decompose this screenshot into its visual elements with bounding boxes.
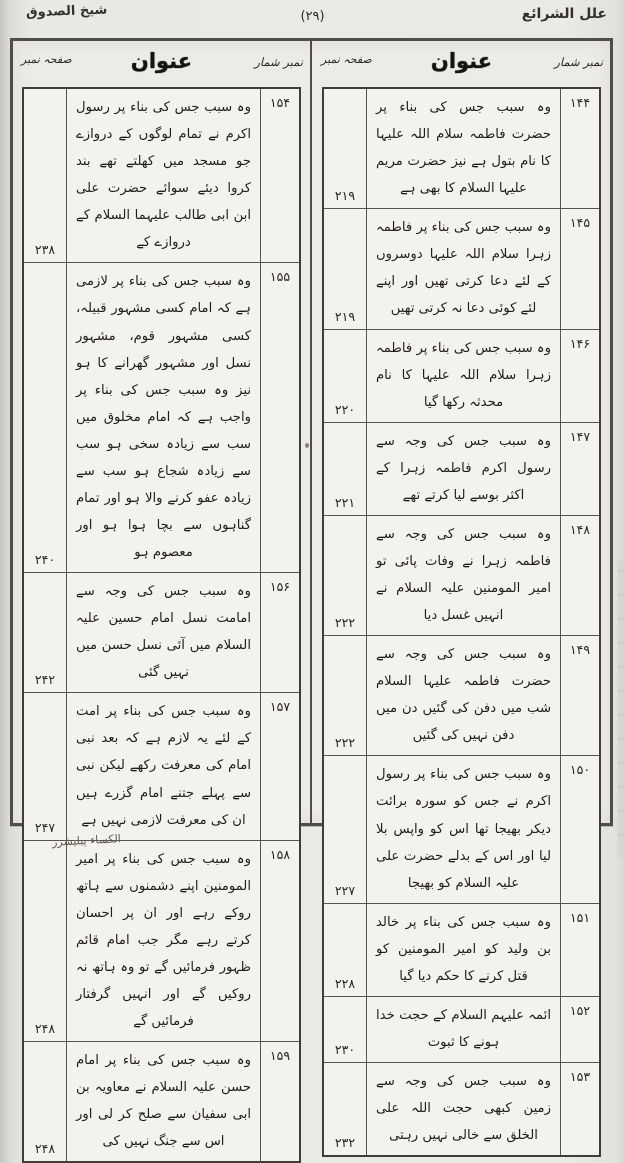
page-number-cell: ۲۱۹	[324, 209, 367, 328]
page-number-cell: ۲۱۹	[324, 89, 367, 208]
page-header-label: صفحہ نمبر	[321, 53, 372, 66]
entry-title-cell: وہ سبب جس کی وجہ سے رسول اکرم فاطمہ زہرا کے اکثر بوسے لیا کرتے تھے	[376, 433, 551, 503]
title-header-label: عنوان	[430, 49, 493, 73]
author-name: شیخ الصدوق	[25, 2, 108, 21]
entry-title-cell: وہ سبب جس کی وجہ سے فاطمہ زہرا نے وفات پائی تو امیر المومنین علیہ السلام نے انہیں غسل دیا	[376, 526, 551, 624]
table-row	[24, 693, 299, 840]
table-row	[324, 904, 599, 997]
table-row	[324, 330, 599, 423]
page-top-header	[0, 0, 625, 36]
serial-number-cell: ۱۴۸	[560, 516, 599, 635]
page-number-cell: ۲۲۸	[324, 904, 367, 996]
table-row	[324, 89, 599, 209]
page-header-label: صفحہ نمبر	[21, 53, 72, 66]
page-number-cell: ۲۲۰	[324, 330, 367, 422]
entry-title-cell: وہ سبب جس کی بناء پر فاطمہ زہرا سلام اللہ علیہا دوسروں کے لئے دعا کرتی تھیں اور اپنے لئے کوئی دعا نہ کرتی تھیں	[376, 220, 551, 317]
entry-title-cell: ائمہ علیہم السلام کے حجت خدا ہونے کا ثبوت	[376, 1007, 551, 1050]
publisher-footer: الکساء پبلیشرز	[51, 832, 122, 849]
serial-number-cell: ۱۵۲	[560, 997, 599, 1062]
right-column-header	[313, 41, 610, 87]
table-row	[324, 209, 599, 329]
table-row	[324, 423, 599, 516]
serial-number-cell: ۱۵۳	[560, 1063, 599, 1155]
entry-title-cell: وہ سبب جس کی بناء پر خالد بن ولید کو امیر المومنین کو قتل کرنے کا حکم دیا گیا	[376, 914, 551, 984]
table-row	[24, 1042, 299, 1161]
column-divider-line	[310, 41, 312, 823]
table-row	[24, 263, 299, 573]
title-header-label: عنوان	[130, 49, 193, 73]
entry-title-cell: وہ سبب جس کی بناء پر رسول اکرم نے جس کو سورہ برائت دیکر بھیجا تھا اس کو واپس بلا لیا اور اس کے بدلے حضرت علی علیہ السلام کو بھیجا	[376, 767, 551, 891]
table-row	[324, 997, 599, 1063]
page-number: (۲۹)	[300, 9, 325, 24]
entry-title-cell: وہ سبب جس کی بناء پر رسول اکرم نے تمام لوگوں کے دروازے جو مسجد میں کھلتے تھے بند کروا دیئے سوائے حضرت علی ابن ابی طالب علیہما السلام کے دروازے کے	[76, 100, 251, 251]
entry-title-cell: وہ سبب جس کی بناء پر امام حسن علیہ السلام نے معاویہ بن ابی سفیان سے صلح کر لی اور اس سے جنگ نہیں کی	[76, 1053, 251, 1150]
table-row	[324, 516, 599, 636]
scan-artifact-dot	[305, 443, 309, 448]
page-number-cell: ۲۲۲	[324, 636, 367, 755]
page-number-cell: ۲۴۲	[24, 573, 67, 692]
serial-number-cell: ۱۵۱	[560, 904, 599, 996]
serial-header-label: نمبر شمار	[554, 55, 603, 69]
serial-number-cell: ۱۴۹	[560, 636, 599, 755]
page-number-cell: ۲۴۸	[24, 841, 67, 1041]
table-row	[24, 841, 299, 1042]
page-number-cell: ۲۳۸	[24, 89, 67, 262]
serial-number-cell: ۱۵۵	[260, 263, 299, 572]
page-number-cell: ۲۴۸	[24, 1042, 67, 1161]
entry-title-cell: وہ سبب جس کی بناء پر لازمی ہے کہ امام کسی مشہور قبیلہ، کسی مشہور قوم، مشہور نسل اور مشہور گھرانے کا ہو نیز وہ سبب جس کی بناء پر واجب ہے کہ امام مخلوق میں سب سے زیادہ سخی ہو سب سے زیادہ شجاع ہو سب سے زیادہ عفو کرنے والا ہو اور تمام گناہوں سے بچا ہوا ہو اور معصوم ہو	[76, 274, 251, 560]
page-number-cell: ۲۲۲	[324, 516, 367, 635]
serial-number-cell: ۱۵۹	[260, 1042, 299, 1161]
entry-title-cell: وہ سبب جس کی بناء پر امیر المومنین اپنے دشمنوں سے ہاتھ روکے رہے اور ان پر احسان کرتے رہے مگر جب امام قائم ظہور فرمائیں گے تو وہ ہاتھ نہ روکیں گے اور انہیں گرفتار فرمائیں گے	[76, 851, 251, 1029]
contents-column-right	[313, 41, 610, 1151]
entry-title-cell: وہ سبب جس کی بناء پر حضرت فاطمہ سلام اللہ علیہا کا نام بتول ہے نیز حضرت مریم علیہا السلام کا بھی ہے	[376, 100, 551, 197]
book-title: علل الشرائع	[521, 6, 607, 22]
serial-number-cell: ۱۴۵	[560, 209, 599, 328]
page-number-cell: ۲۲۱	[324, 423, 367, 515]
table-row	[324, 756, 599, 903]
serial-header-label: نمبر شمار	[254, 55, 303, 69]
table-row	[24, 89, 299, 263]
page-number-cell: ۲۲۷	[324, 756, 367, 902]
page-number-cell: ۲۳۲	[324, 1063, 367, 1155]
serial-number-cell: ۱۴۴	[560, 89, 599, 208]
serial-number-cell: ۱۵۸	[260, 841, 299, 1041]
serial-number-cell: ۱۴۶	[560, 330, 599, 422]
table-row	[324, 636, 599, 756]
table-row	[324, 1063, 599, 1155]
left-column-header	[13, 41, 310, 87]
serial-number-cell: ۱۴۷	[560, 423, 599, 515]
table-row	[24, 573, 299, 693]
entry-title-cell: وہ سبب جس کی وجہ سے زمین کبھی حجت اللہ علی الخلق سے خالی نہیں رہتی	[376, 1074, 551, 1144]
scan-edge-ruled-lines	[618, 560, 625, 858]
page-number-cell: ۲۴۷	[24, 693, 67, 839]
entry-title-cell: وہ سبب جس کی وجہ سے حضرت فاطمہ علیہا السلام شب میں دفن کی گئیں دن میں دفن نہیں کی گئیں	[376, 647, 551, 744]
serial-number-cell: ۱۵۰	[560, 756, 599, 902]
left-contents-table	[22, 87, 301, 1163]
serial-number-cell: ۱۵۷	[260, 693, 299, 839]
serial-number-cell: ۱۵۶	[260, 573, 299, 692]
entry-title-cell: وہ سبب جس کی وجہ سے امامت نسل امام حسین علیہ السلام میں آئی نسل حسن میں نہیں گئی	[76, 584, 251, 681]
entry-title-cell: وہ سبب جس کی بناء پر امت کے لئے یہ لازم ہے کہ بعد نبی امام کی معرفت رکھے لیکن نبی سے پہلے جتنے امام گزرے ہیں ان کی معرفت لازمی نہیں ہے	[76, 704, 251, 828]
serial-number-cell: ۱۵۴	[260, 89, 299, 262]
page-number-cell: ۲۳۰	[324, 997, 367, 1062]
entry-title-cell: وہ سبب جس کی بناء پر فاطمہ زہرا سلام اللہ علیہا کا نام محدثہ رکھا گیا	[376, 340, 551, 410]
page-number-cell: ۲۴۰	[24, 263, 67, 572]
right-contents-table	[322, 87, 601, 1157]
